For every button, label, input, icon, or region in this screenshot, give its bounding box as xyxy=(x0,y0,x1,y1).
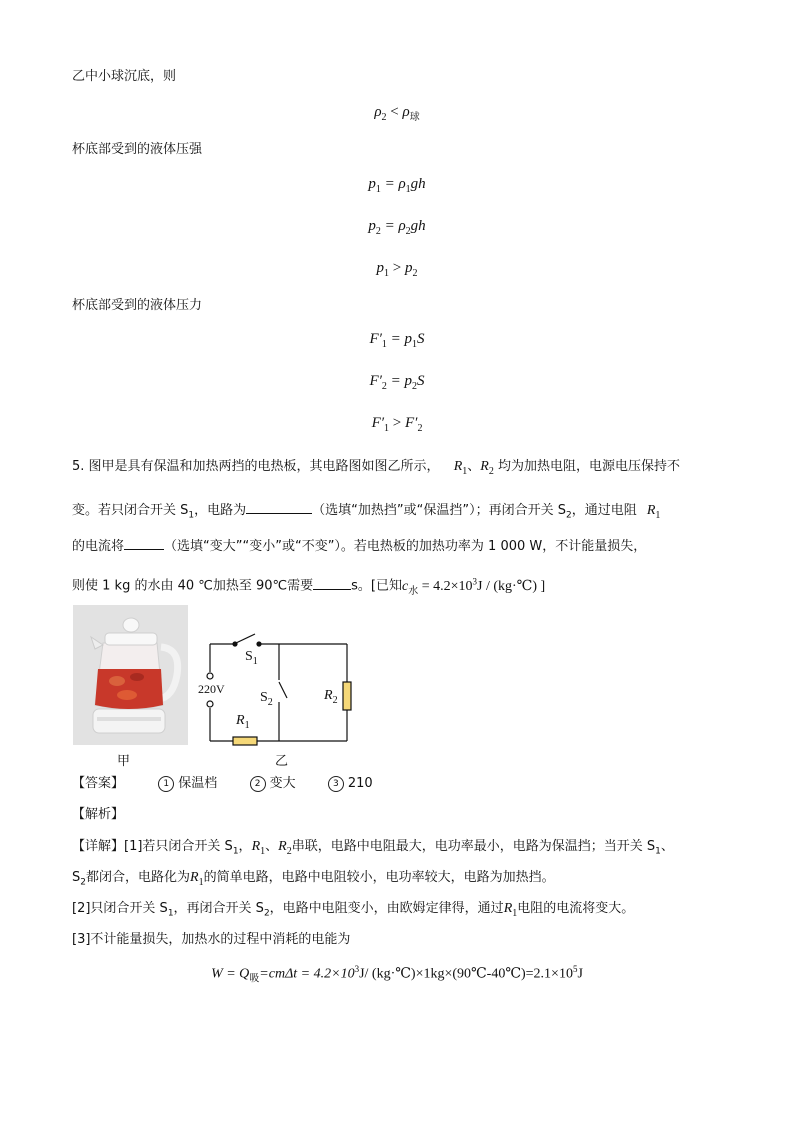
voltage-label: 220V xyxy=(198,682,225,696)
r1-label: $R_1$ xyxy=(236,713,250,731)
detail-line-3: [2]只闭合开关 $S_1$，再闭合开关 $S_2$，电路中电阻变小，由欧姆定律得，通过$R_1$电阻的电流将变大。 xyxy=(72,901,635,919)
answer-label: 【答案】 xyxy=(72,776,125,791)
kettle-illustration xyxy=(73,605,188,745)
equation-f1: $F'_1 = p_1S$ xyxy=(369,331,425,350)
detail-line-2: $S_2$都闭合，电路化为$R_1$的简单电路，电路中电阻较小，电功率较大，电路为加热挡。 xyxy=(72,870,555,888)
question-line-2: 变。若只闭合开关 $S_1$，电路为 （选填“加热挡”或“保温挡”）；再闭合开关 $S_2$，通过电阻 $R_1$ xyxy=(72,500,660,525)
equation-energy: $W = Q_吸=cm\Delta t = 4.2\times 10^3J/$ $(kg\cdot℃)\times 1kg\times(90℃-40℃)=2.1\times 10^5J$ xyxy=(211,964,583,985)
answer-blank-2[interactable] xyxy=(124,536,164,550)
equation-rho-compare: $\rho_2 < \rho_球$ xyxy=(374,104,420,123)
caption-jia: 甲 xyxy=(117,754,131,769)
equation-p2: $p_2 = \rho_2gh$ xyxy=(368,218,426,237)
caption-yi: 乙 xyxy=(275,754,289,769)
s1-label: $S_1$ xyxy=(245,649,258,667)
answer-num-3: 3 xyxy=(328,776,344,792)
equation-f2: $F'_2 = p_2S$ xyxy=(369,373,425,392)
kettle-photo xyxy=(73,605,188,745)
r2-label: $R_2$ xyxy=(324,688,338,706)
question-line-1: 5. 图甲是具有保温和加热两挡的电热板，其电路图如图乙所示， $R_1$、$R_2$ 均为加热电阻，电源电压保持不 xyxy=(72,459,680,477)
answer-num-2: 2 xyxy=(250,776,266,792)
question-line-3: 的电流将 （选填“变大”“变小”或“不变”）。若电热板的加热功率为 1 000 W，不计能量损失， xyxy=(72,536,646,556)
detail-line-4: [3]不计能量损失，加热水的过程中消耗的电能为 xyxy=(72,932,351,947)
force-heading: 杯底部受到的液体压力 xyxy=(72,298,203,313)
s2-label: $S_2$ xyxy=(260,690,273,708)
analysis-label: 【解析】 xyxy=(72,807,125,822)
equation-f-compare: $F'_1 > F'_2$ xyxy=(371,415,423,434)
question-line-4: 则使 1 kg 的水由 40 ℃加热至 90℃需要 s。[已知$c_水 = 4.2\times 10^3J$ / (kg·℃) ] xyxy=(72,576,546,597)
detail-line-1: 【详解】[1]若只闭合开关 $S_1$，$R_1$、$R_2$串联，电路中电阻最大，电功率最小，电路为保温挡；当开关 $S_1$、 xyxy=(72,839,674,857)
equation-p-compare: $p_1 > p_2$ xyxy=(376,260,418,279)
equation-p1: $p_1 = \rho_1gh$ xyxy=(368,176,426,195)
answer-line: 【答案】 1 保温档 2 变大 3 210 xyxy=(72,776,373,791)
answer-blank-1[interactable] xyxy=(246,500,312,514)
answer-num-1: 1 xyxy=(158,776,174,792)
pressure-heading: 杯底部受到的液体压强 xyxy=(72,142,203,157)
answer-blank-3[interactable] xyxy=(313,576,351,590)
intro-text: 乙中小球沉底，则 xyxy=(72,69,177,84)
